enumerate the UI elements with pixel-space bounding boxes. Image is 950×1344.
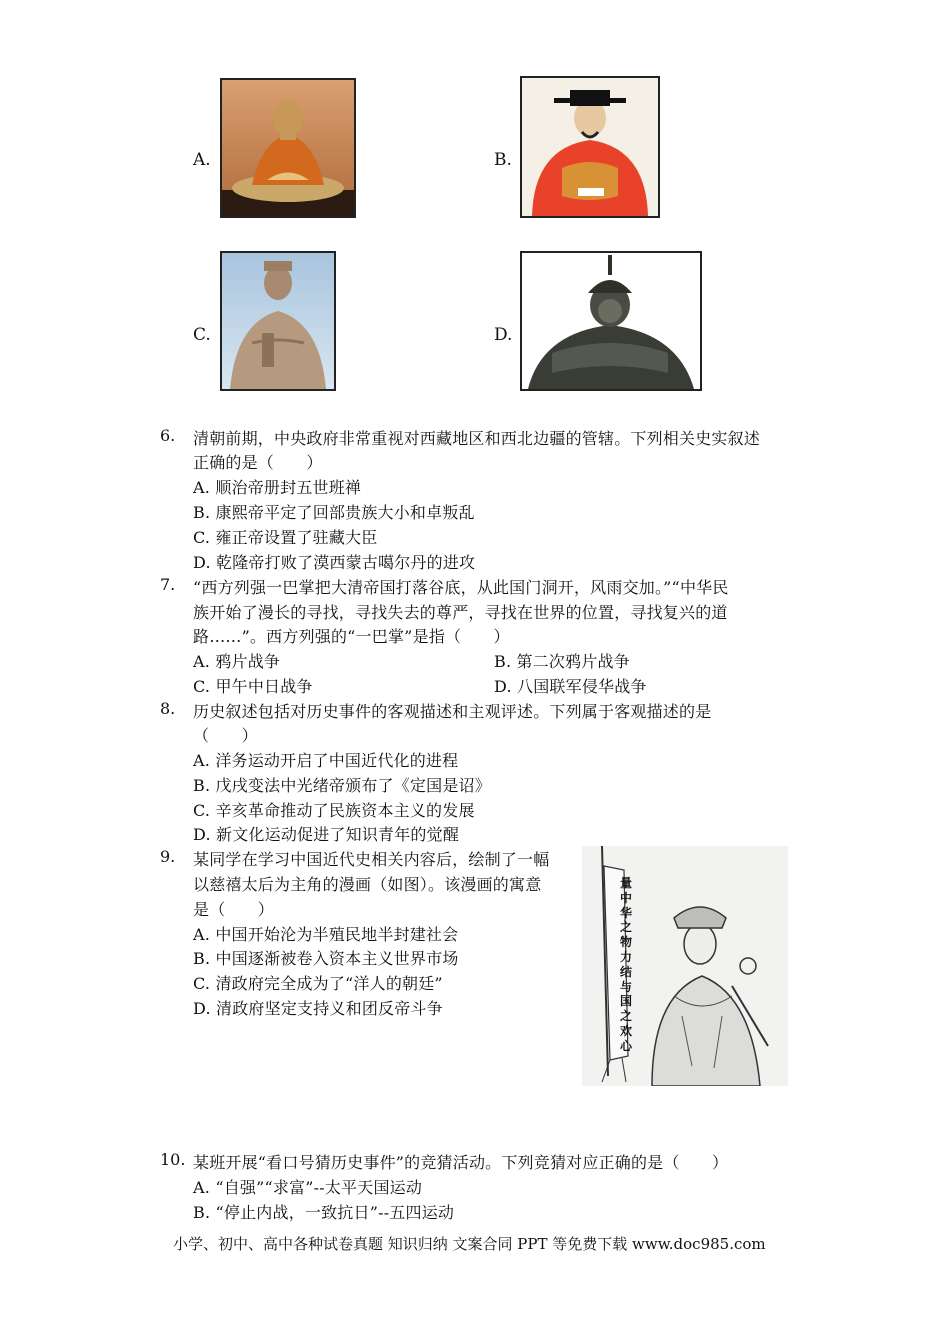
question-8-stem-line-2: （ ） bbox=[193, 726, 258, 745]
armored-general-bronze-statue-icon bbox=[520, 251, 702, 391]
question-7-option-a: A. 鸦片战争 bbox=[193, 652, 281, 671]
question-6-option-b: B. 康熙帝平定了回部贵族大小和卓叛乱 bbox=[193, 503, 475, 522]
question-6-number: 6. bbox=[160, 426, 176, 445]
seated-monk-statue-icon bbox=[220, 78, 356, 218]
question-9-option-d: D. 清政府坚定支持义和团反帝斗争 bbox=[193, 999, 443, 1018]
option-a-label: A. bbox=[193, 150, 211, 170]
question-6-option-a: A. 顺治帝册封五世班禅 bbox=[193, 478, 362, 497]
question-7-number: 7. bbox=[160, 575, 176, 594]
option-d-label: D. bbox=[494, 325, 513, 345]
question-7-stem-line-2: 族开始了漫长的寻找，寻找失去的尊严，寻找在世界的位置，寻找复兴的道 bbox=[193, 603, 728, 622]
question-8-option-d: D. 新文化运动促进了知识青年的觉醒 bbox=[193, 825, 460, 844]
question-6-stem-line-1: 清朝前期，中央政府非常重视对西藏地区和西北边疆的管辖。下列相关史实叙述 bbox=[193, 429, 761, 448]
cartoon-banner-text: 量中华之物力结与国之欢心 bbox=[620, 876, 633, 1053]
question-9-number: 9. bbox=[160, 847, 176, 866]
option-c-label: C. bbox=[193, 325, 211, 345]
question-9-stem-line-2: 以慈禧太后为主角的漫画（如图）。该漫画的寓意 bbox=[193, 875, 542, 894]
question-6-option-c: C. 雍正帝设置了驻藏大臣 bbox=[193, 528, 378, 547]
question-9-option-c: C. 清政府完全成为了“洋人的朝廷” bbox=[193, 974, 443, 993]
question-10-option-b: B. “停止内战，一致抗日”--五四运动 bbox=[193, 1203, 455, 1222]
question-9-stem-line-1: 某同学在学习中国近代史相关内容后，绘制了一幅 bbox=[193, 850, 550, 869]
question-7-option-c: C. 甲午中日战争 bbox=[193, 677, 313, 696]
cixi-cartoon-icon bbox=[582, 846, 788, 1086]
standing-stone-statue-icon bbox=[220, 251, 336, 391]
ming-official-portrait-icon bbox=[520, 76, 660, 218]
question-9-option-a: A. 中国开始沦为半殖民地半封建社会 bbox=[193, 925, 459, 944]
question-8-option-c: C. 辛亥革命推动了民族资本主义的发展 bbox=[193, 801, 475, 820]
question-9-option-b: B. 中国逐渐被卷入资本主义世界市场 bbox=[193, 949, 459, 968]
question-7-option-b: B. 第二次鸦片战争 bbox=[494, 652, 630, 671]
question-10-option-a: A. “自强”“求富”--太平天国运动 bbox=[193, 1178, 423, 1197]
question-6-stem-line-2: 正确的是（ ） bbox=[193, 453, 323, 472]
question-7-stem-line-3: 路……”。西方列强的“一巴掌”是指（ ） bbox=[193, 627, 510, 646]
question-7-option-d: D. 八国联军侵华战争 bbox=[494, 677, 647, 696]
option-b-label: B. bbox=[494, 150, 512, 170]
question-9-stem-line-3: 是（ ） bbox=[193, 900, 275, 919]
question-8-number: 8. bbox=[160, 699, 176, 718]
question-8-option-a: A. 洋务运动开启了中国近代化的进程 bbox=[193, 751, 459, 770]
question-8-stem-line-1: 历史叙述包括对历史事件的客观描述和主观评述。下列属于客观描述的是 bbox=[193, 702, 712, 721]
question-10-number: 10. bbox=[160, 1150, 186, 1169]
question-6-option-d: D. 乾隆帝打败了漠西蒙古噶尔丹的进攻 bbox=[193, 553, 476, 572]
page-footer: 小学、初中、高中各种试卷真题 知识归纳 文案合同 PPT 等免费下载 www.doc985.com bbox=[173, 1235, 766, 1253]
question-10-stem-line-1: 某班开展“看口号猜历史事件”的竞猜活动。下列竞猜对应正确的是（ ） bbox=[193, 1153, 729, 1172]
question-8-option-b: B. 戊戌变法中光绪帝颁布了《定国是诏》 bbox=[193, 776, 491, 795]
question-7-stem-line-1: “西方列强一巴掌把大清帝国打落谷底，从此国门洞开，风雨交加。”“中华民 bbox=[193, 578, 729, 597]
